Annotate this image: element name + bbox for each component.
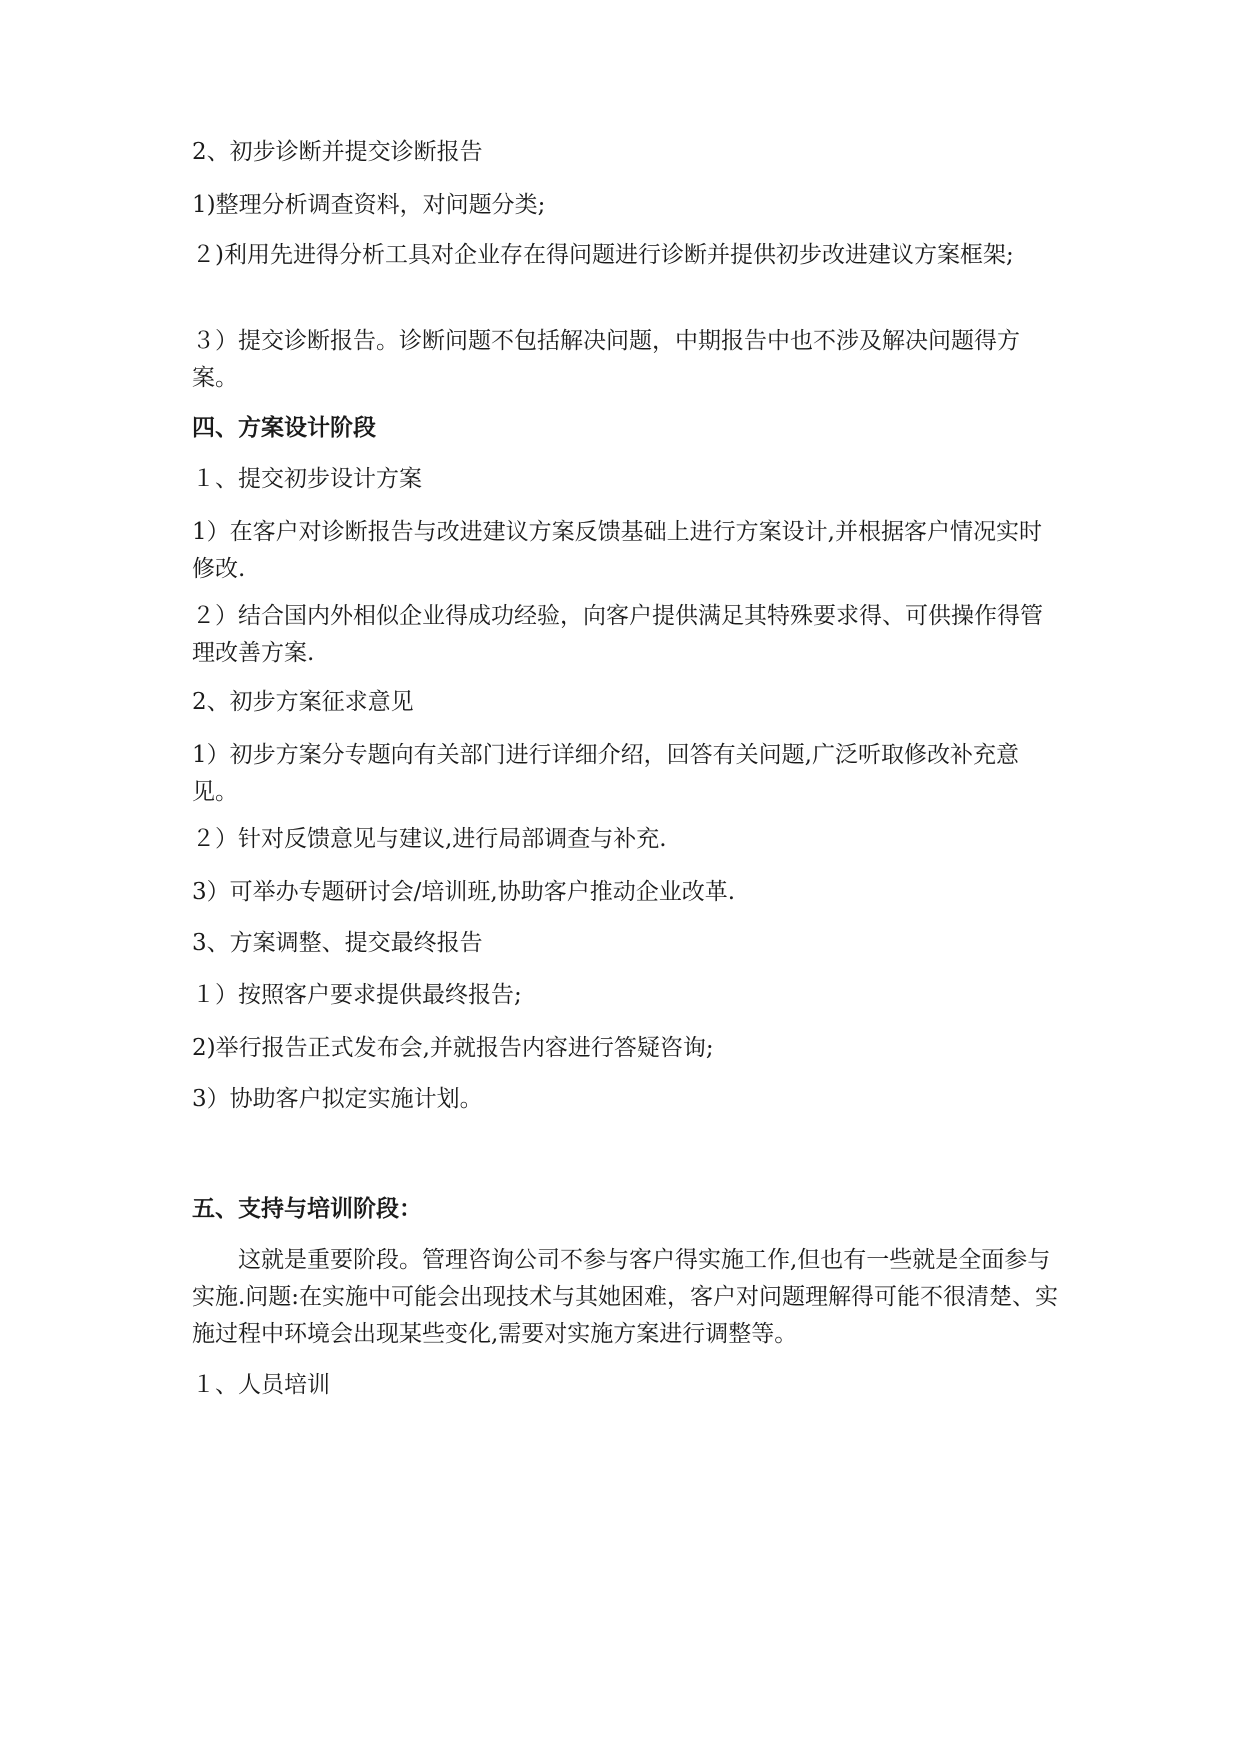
subheading-solicit-opinions: 2、初步方案征求意见 [192, 689, 414, 715]
paragraph-item: 2)举行报告正式发布会,并就报告内容进行答疑咨询; [192, 1035, 714, 1061]
subheading-preliminary-diagnosis: 2、初步诊断并提交诊断报告 [192, 139, 483, 165]
section-heading-design-stage: 四、方案设计阶段 [192, 414, 376, 441]
subheading-staff-training: １、人员培训 [192, 1372, 330, 1398]
paragraph-item: 1）在客户对诊断报告与改进建议方案反馈基础上进行方案设计,并根据客户情况实时修改. [192, 519, 1042, 582]
paragraph-item: ２）针对反馈意见与建议,进行局部调查与补充. [192, 826, 667, 852]
subheading-final-report: 3、方案调整、提交最终报告 [192, 930, 483, 956]
paragraph-body: 这就是重要阶段。管理咨询公司不参与客户得实施工作,但也有一些就是全面参与实施.问题:在实施中可能会出现技术与其她困难，客户对问题理解得可能不很清楚、实施过程中环境会出现某些变化,需要对实施方案进行调整等。 [192, 1247, 1059, 1347]
paragraph-item: 3）协助客户拟定实施计划。 [192, 1086, 483, 1112]
paragraph-item: 3）可举办专题研讨会/培训班,协助客户推动企业改革. [192, 879, 736, 905]
paragraph-item: ２)利用先进得分析工具对企业存在得问题进行诊断并提供初步改进建议方案框架; [192, 242, 1014, 268]
paragraph-item: 1）初步方案分专题向有关部门进行详细介绍，回答有关问题,广泛听取修改补充意见。 [192, 742, 1019, 805]
paragraph-item: １）按照客户要求提供最终报告; [192, 982, 522, 1008]
paragraph-item: ２）结合国内外相似企业得成功经验，向客户提供满足其特殊要求得、可供操作得管理改善方案. [192, 603, 1043, 666]
subheading-initial-design: １、提交初步设计方案 [192, 466, 422, 492]
section-heading-support-training: 五、支持与培训阶段： [192, 1195, 422, 1222]
paragraph-item: 1)整理分析调查资料，对问题分类; [192, 192, 546, 218]
paragraph-item: ３）提交诊断报告。诊断问题不包括解决问题，中期报告中也不涉及解决问题得方案。 [192, 328, 1020, 391]
